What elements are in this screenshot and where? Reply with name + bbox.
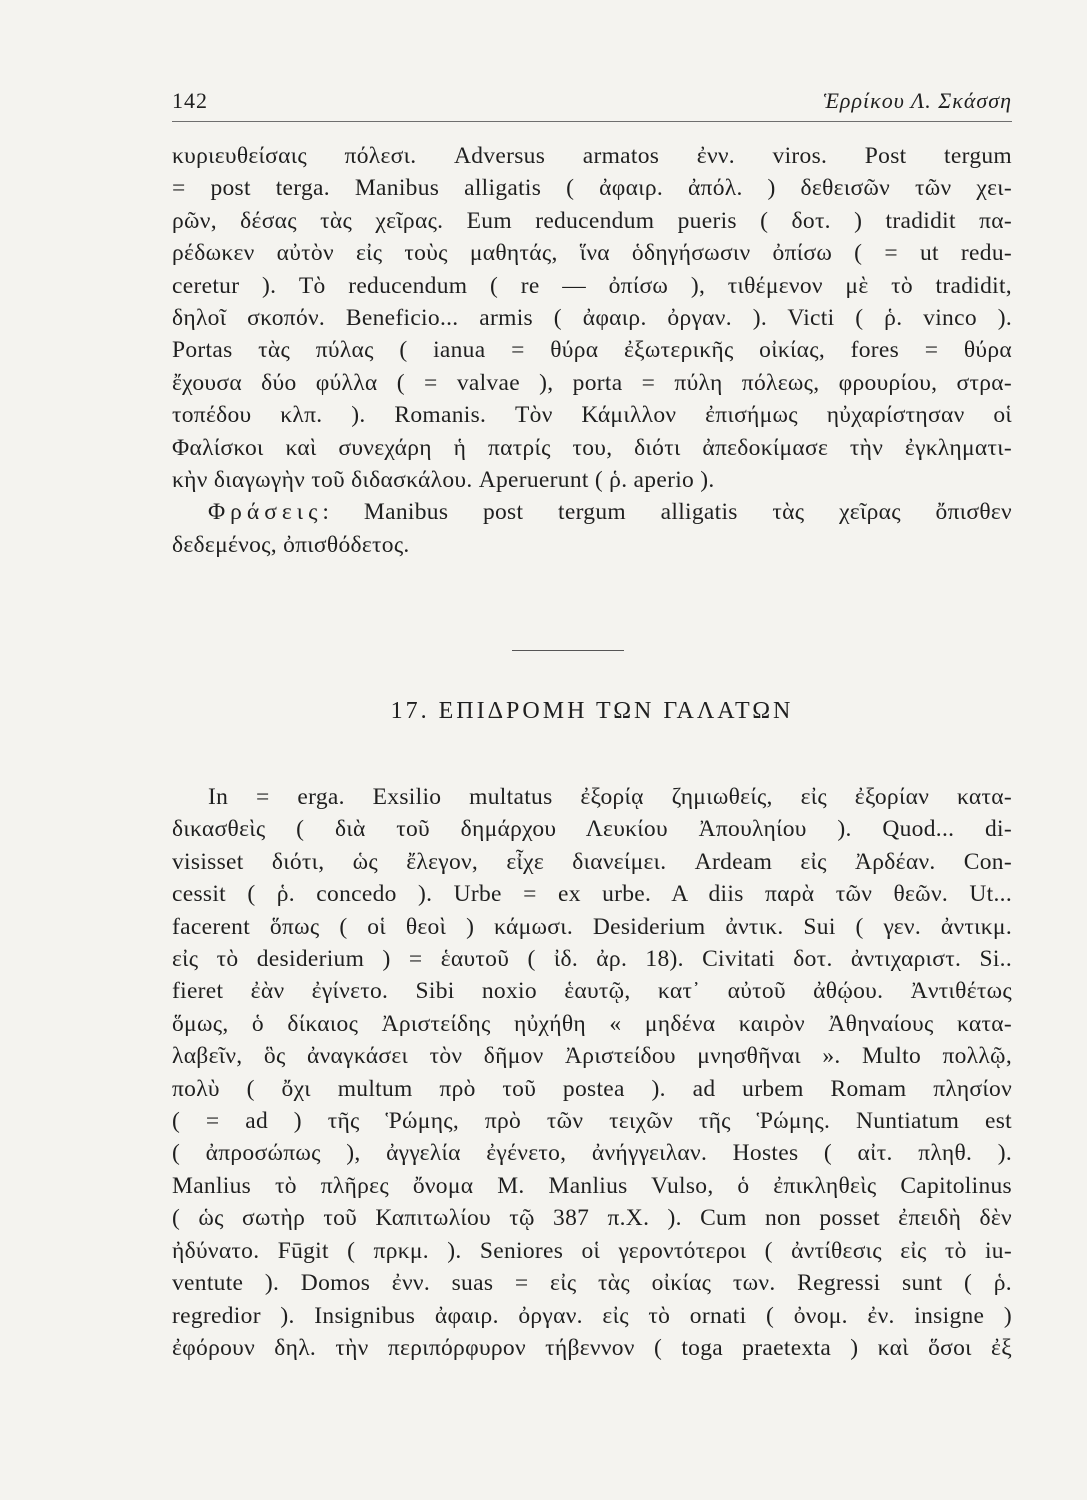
text-line: Portas τὰς πύλας ( ianua = θύρα ἐξωτερικῆς οἰκίας, fores = θύρα — [172, 337, 1012, 364]
section-divider — [512, 650, 624, 651]
text-line: πολὺ ( ὄχι multum πρὸ τοῦ postea ). ad urbem Romam πλησίον — [172, 1075, 1012, 1102]
text-line: ventute ). Domos ἐνν. suas = εἰς τὰς οἰκίας των. Regressi sunt ( ῥ. — [172, 1270, 1012, 1297]
page-number: 142 — [172, 88, 208, 113]
text-line: cessit ( ῥ. concedo ). Urbe = ex urbe. A diis παρὰ τῶν θεῶν. Ut... — [172, 881, 1012, 908]
section-title: 17. ΕΠΙΔΡΟΜΗ ΤΩΝ ΓΑΛΑΤΩΝ — [390, 698, 794, 724]
running-head: Ἑρρίκου Λ. Σκάσση — [823, 88, 1012, 113]
text-line: ἠδύνατο. Fūgit ( πρκμ. ). Seniores οἱ γεροντότεροι ( ἀντίθεσις εἰς τὸ iu- — [172, 1237, 1012, 1264]
text-line: λαβεῖν, ὃς ἀναγκάσει τὸν δῆμον Ἀριστείδου μνησθῆναι ». Multo πολλῷ, — [172, 1043, 1012, 1070]
phrases-label: Φράσεις — [208, 499, 323, 526]
text-line: regredior ). Insignibus ἀφαιρ. ὀργαν. εἰς τὸ ornati ( ὀνομ. ἐν. insigne ) — [172, 1302, 1012, 1329]
text-line: ceretur ). Τὸ reducendum ( re — ὀπίσω ), τιθέμενον μὲ τὸ tradidit, — [172, 272, 1012, 299]
text-line: ρῶν, δέσας τὰς χεῖρας. Eum reducendum pueris ( δοτ. ) tradidit πα- — [172, 207, 1012, 234]
text-line: ἐφόρουν δηλ. τὴν περιπόρφυρον τήβεννον ( toga praetexta ) καὶ ὅσοι ἐξ — [172, 1334, 1012, 1361]
section-1-text — [172, 140, 1012, 561]
text-line: = post terga. Manibus alligatis ( ἀφαιρ. ἀπόλ. ) δεθεισῶν τῶν χει- — [172, 175, 1012, 202]
text-line: δηλοῖ σκοπόν. Beneficio... armis ( ἀφαιρ. ὀργαν. ). Victi ( ῥ. vinco ). — [172, 305, 1012, 332]
text-line: In = erga. Exsilio multatus ἐξορίᾳ ζημιωθείς, εἰς ἐξορίαν κατα- — [208, 784, 1012, 810]
page-header — [172, 82, 1012, 122]
phrases-text: : Manibus post tergum alligatis τὰς χεῖρας ὄπισθεν — [322, 499, 1012, 526]
text-line: τοπέδου κλπ. ). Romanis. Τὸν Κάμιλλον ἐπισήμως ηὐχαρίστησαν οἱ — [172, 402, 1012, 429]
phrases-line — [172, 496, 1012, 528]
text-line: fieret ἐὰν ἐγίνετο. Sibi noxio ἑαυτῷ, κατ᾽ αὐτοῦ ἀθῴου. Ἀντιθέτως — [172, 978, 1012, 1005]
text-line: visisset διότι, ὡς ἔλεγον, εἶχε διανείμει. Ardeam εἰς Ἀρδέαν. Con- — [172, 848, 1012, 875]
text-line: δικασθεὶς ( διὰ τοῦ δημάρχου Λευκίου Ἀπουληίου ). Quod... di- — [172, 816, 1012, 843]
text-line: ( ἀπροσώπως ), ἀγγελία ἐγένετο, ἀνήγγειλαν. Hostes ( αἰτ. πληθ. ). — [172, 1140, 1012, 1167]
text-line: ὅμως, ὁ δίκαιος Ἀριστείδης ηὐχήθη « μηδένα καιρὸν Ἀθηναίους κατα- — [172, 1010, 1012, 1037]
text-line: Φαλίσκοι καὶ συνεχάρη ἡ πατρίς του, διότι ἀπεδοκίμασε τὴν ἐγκληματι- — [172, 434, 1012, 461]
text-line: ἔχουσα δύο φύλλα ( = valvae ), porta = πύλη πόλεως, φρουρίου, στρα- — [172, 369, 1012, 396]
text-line: δεδεμένος, ὀπισθόδετος. — [172, 531, 410, 558]
section-2-text — [172, 781, 1012, 1364]
text-line: κυριευθείσαις πόλεσι. Adversus armatos ἐνν. viros. Post tergum — [172, 143, 1012, 169]
text-line: Manlius τὸ πλῆρες ὄνομα M. Manlius Vulso, ὁ ἐπικληθεὶς Capitolinus — [172, 1172, 1012, 1199]
header-rule — [172, 121, 1012, 122]
text-line: εἰς τὸ desiderium ) = ἑαυτοῦ ( ἰδ. ἀρ. 18). Civitati δοτ. ἀντιχαριστ. Si.. — [172, 946, 1012, 973]
text-line: κὴν διαγωγὴν τοῦ διδασκάλου. Aperuerunt ( ῥ. aperio ). — [172, 467, 715, 494]
text-line: facerent ὅπως ( οἱ θεοὶ ) κάμωσι. Desiderium ἀντικ. Sui ( γεν. ἀντικμ. — [172, 913, 1012, 940]
text-line: ( ὡς σωτὴρ τοῦ Καπιτωλίου τῷ 387 π.Χ. ). Cum non posset ἐπειδὴ δὲν — [172, 1205, 1012, 1232]
text-line: ( = ad ) τῆς Ῥώμης, πρὸ τῶν τειχῶν τῆς Ῥώμης. Nuntiatum est — [172, 1108, 1012, 1135]
text-line: ρέδωκεν αὐτὸν εἰς τοὺς μαθητάς, ἵνα ὁδηγήσωσιν ὀπίσω ( = ut redu- — [172, 240, 1012, 267]
